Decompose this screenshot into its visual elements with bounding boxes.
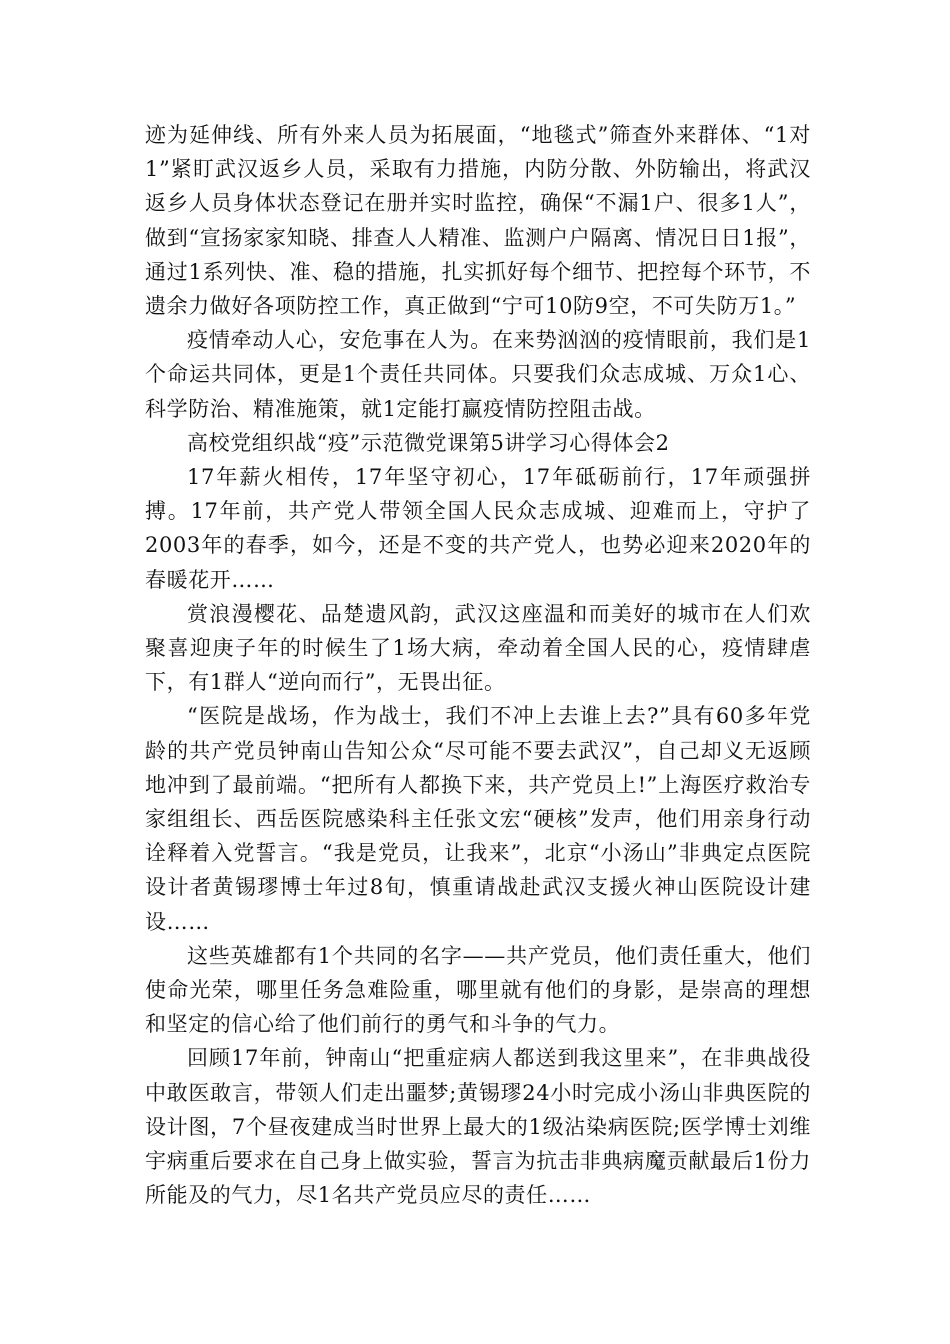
paragraph-4: 赏浪漫樱花、品楚遗风韵，武汉这座温和而美好的城市在人们欢聚喜迎庚子年的时候生了1场大病，牵动着全国人民的心，疫情肆虐下，有1群人“逆向而行”，无畏出征。	[145, 601, 811, 695]
paragraph-7: 回顾17年前，钟南山“把重症病人都送到我这里来”，在非典战役中敢医敢言，带领人们走出噩梦;黄锡璆24小时完成小汤山非典医院的设计图，7个昼夜建成当时世界上最大的1级沾染病医院;医学博士刘维宇病重后要求在自己身上做实验，誓言为抗击非典病魔贡献最后1份力所能及的气力，尽1名共产党员应尽的责任……	[145, 1046, 811, 1208]
paragraph-5: “医院是战场，作为战士，我们不冲上去谁上去?”具有60多年党龄的共产党员钟南山告知公众“尽可能不要去武汉”，自己却义无返顾地冲到了最前端。“把所有人都换下来，共产党员上!”上海医疗救治专家组组长、西岳医院感染科主任张文宏“硬核”发声，他们用亲身行动诠释着入党誓言。“我是党员，让我来”，北京“小汤山”非典定点医院设计者黄锡璆博士年过8旬，慎重请战赴武汉支援火神山医院设计建设……	[145, 704, 811, 934]
paragraph-1: 迹为延伸线、所有外来人员为拓展面，“地毯式”筛查外来群体、“1对1”紧盯武汉返乡人员，采取有力措施，内防分散、外防输出，将武汉返乡人员身体状态登记在册并实时监控，确保“不漏1户、很多1人”，做到“宣扬家家知晓、排查人人精准、监测户户隔离、情况日日1报”，通过1系列快、准、稳的措施，扎实抓好每个细节、把控每个环节，不遗余力做好各项防控工作，真正做到“宁可10防9空，不可失防万1。”	[145, 123, 811, 319]
section-heading: 高校党组织战“疫”示范微党课第5讲学习心得体会2	[187, 430, 670, 455]
paragraph-2: 疫情牵动人心，安危事在人为。在来势汹汹的疫情眼前，我们是1个命运共同体，更是1个责任共同体。只要我们众志成城、万众1心、科学防治、精准施策，就1定能打赢疫情防控阻击战。	[145, 328, 811, 421]
paragraph-6: 这些英雄都有1个共同的名字——共产党员，他们责任重大，他们使命光荣，哪里任务急难险重，哪里就有他们的身影，是崇高的理想和坚定的信心给了他们前行的勇气和斗争的气力。	[145, 943, 811, 1037]
paragraph-3: 17年薪火相传，17年坚守初心，17年砥砺前行，17年顽强拼搏。17年前，共产党人带领全国人民众志成城、迎难而上，守护了2003年的春季，如今，还是不变的共产党人，也势必迎来2020年的春暖花开……	[145, 465, 811, 592]
document-page	[145, 118, 811, 1213]
